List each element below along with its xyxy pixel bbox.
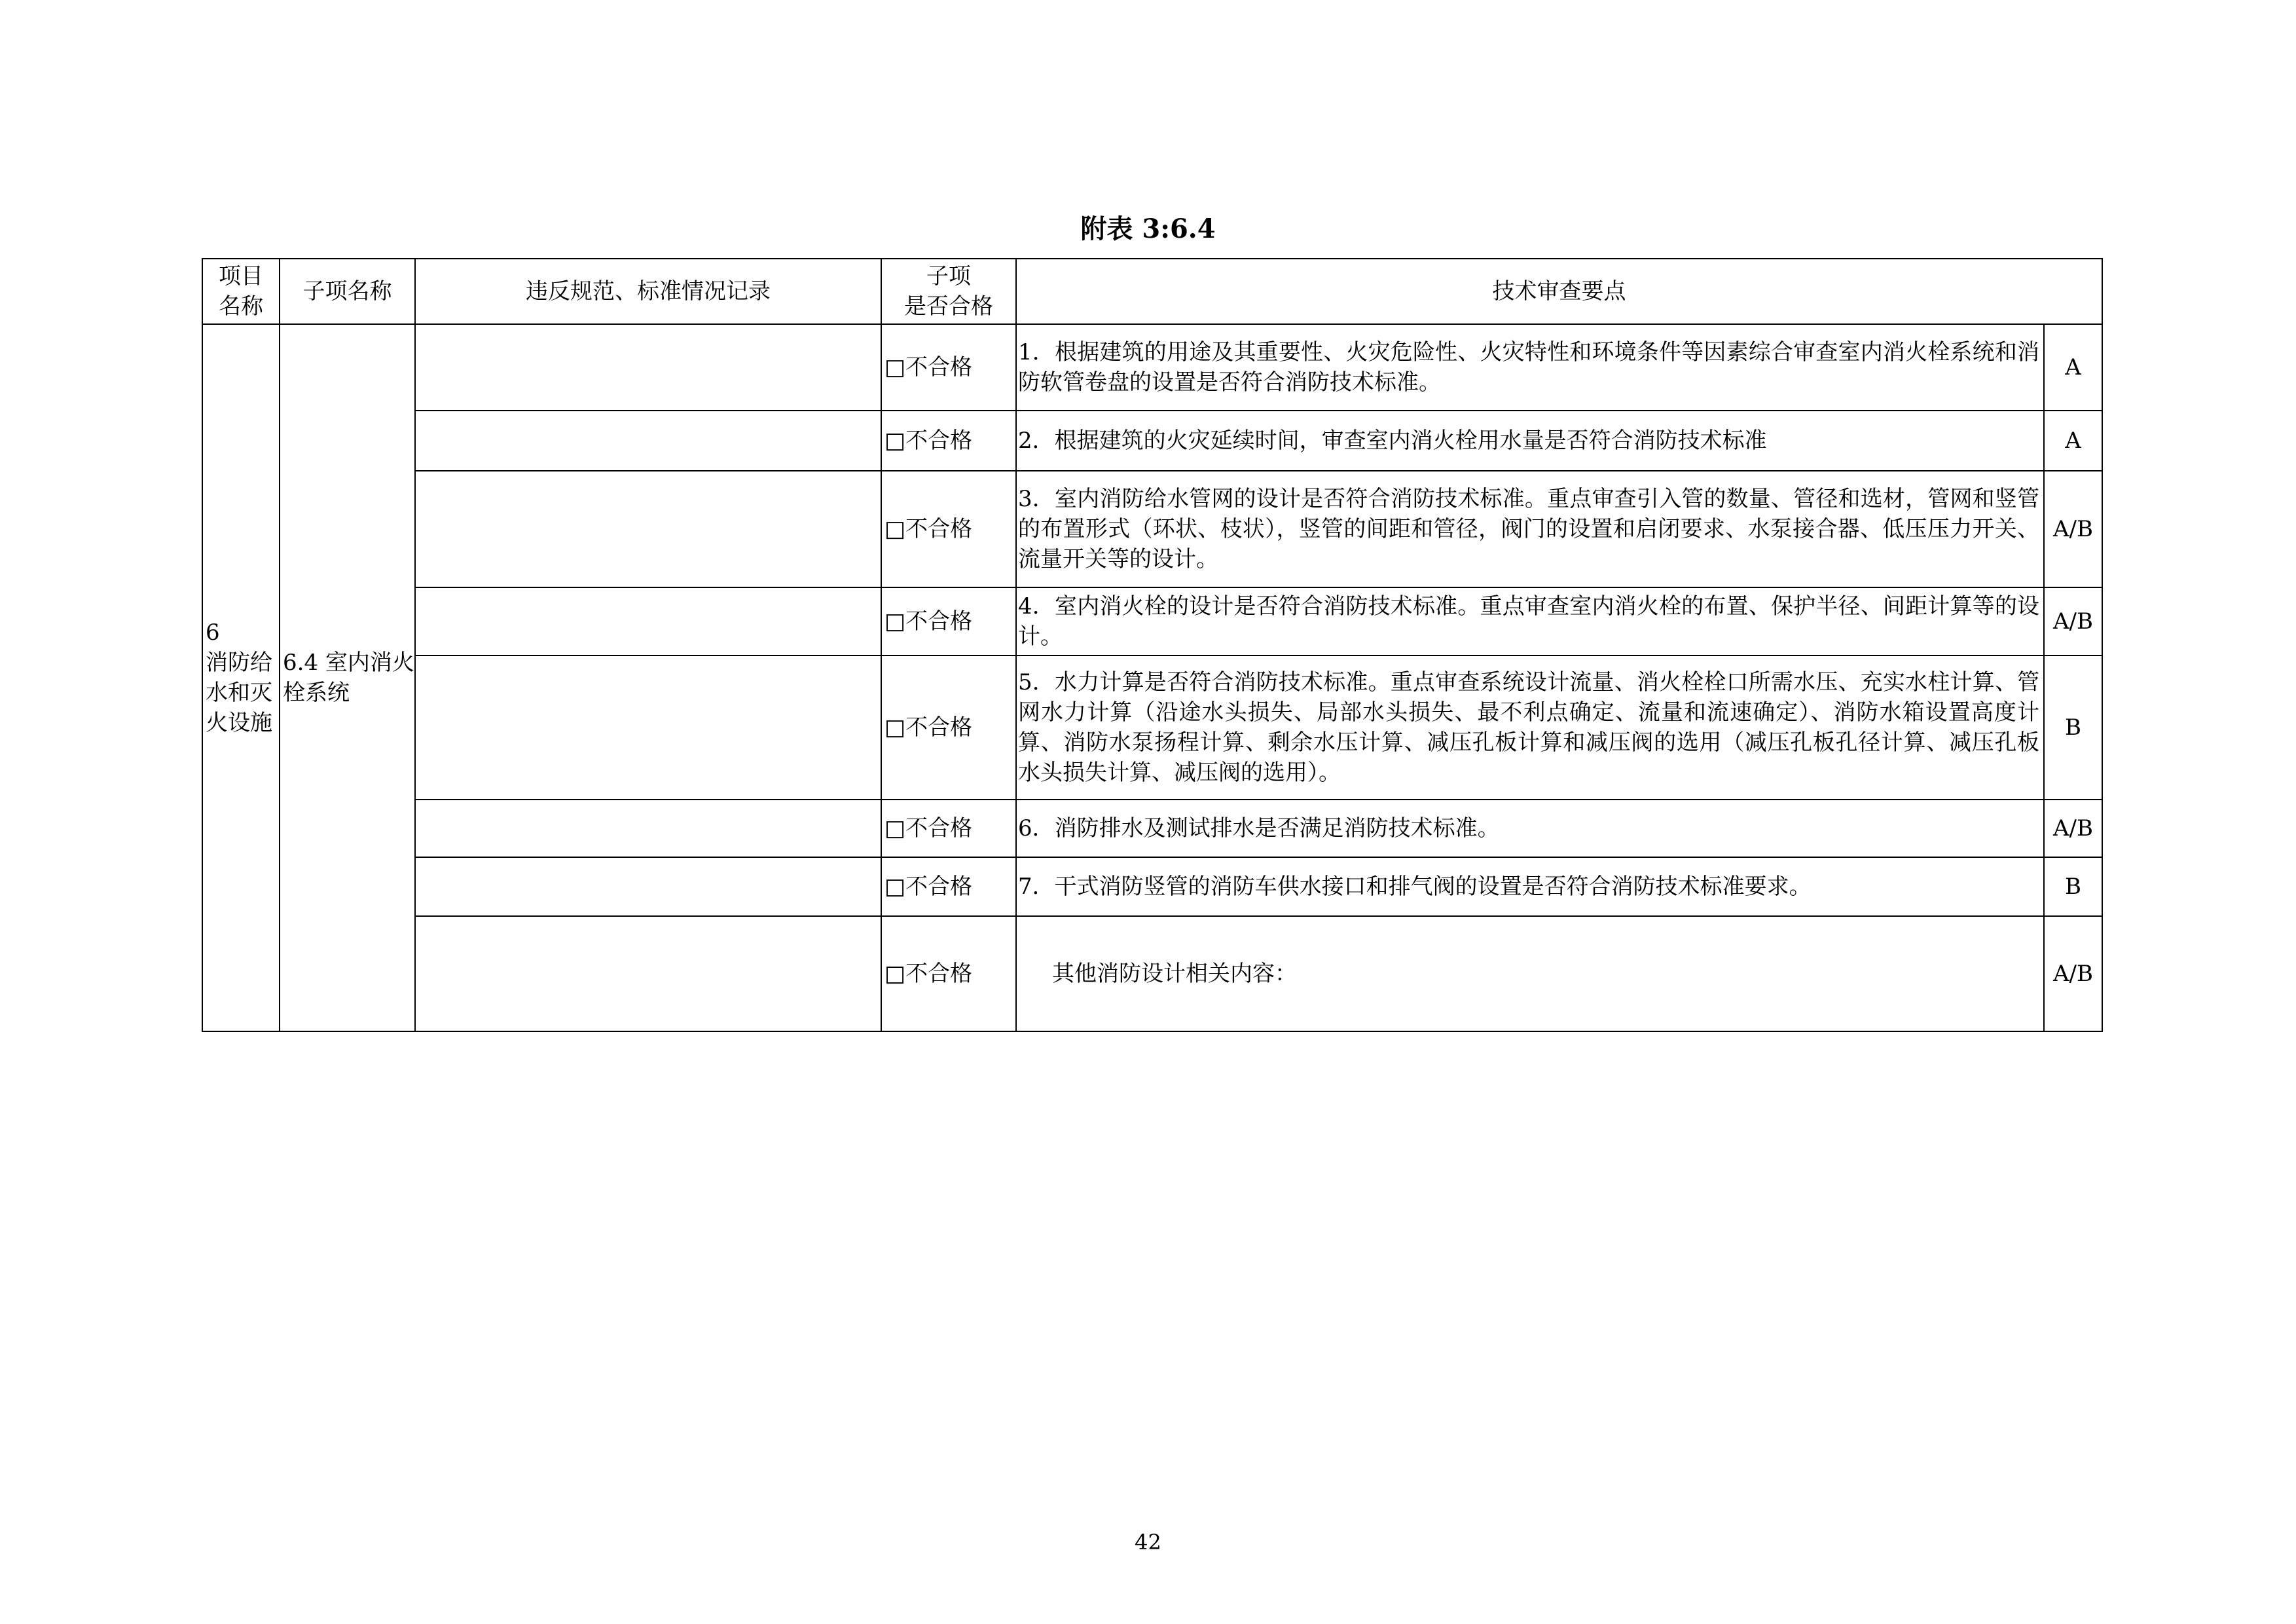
point-text: 室内消火栓的设计是否符合消防技术标准。重点审查室内消火栓的布置、保护半径、间距计算等的设计。	[1018, 593, 2040, 650]
violation-record-cell[interactable]	[415, 411, 881, 471]
table-row	[202, 324, 2102, 411]
grade-cell: A	[2044, 411, 2102, 471]
violation-record-cell[interactable]	[415, 655, 881, 800]
point-number: 5．	[1018, 669, 1055, 695]
header-subitem-name: 子项名称	[280, 259, 415, 324]
point-number: 4．	[1018, 593, 1055, 619]
tech-point	[1016, 857, 2044, 916]
page-number: 42	[1135, 1530, 1161, 1555]
project-cell: 6 消防给 水和灭 火设施	[202, 324, 280, 1031]
table-row	[202, 857, 2102, 916]
point-text: 根据建筑的用途及其重要性、火灾危险性、火灾特性和环境条件等因素综合审查室内消火栓系统和消防软管卷盘的设置是否符合消防技术标准。	[1018, 339, 2040, 396]
status-label: □不合格	[884, 874, 973, 900]
fail-checkbox[interactable]	[881, 324, 1016, 411]
fail-checkbox[interactable]	[881, 655, 1016, 800]
grade-cell: A	[2044, 324, 2102, 411]
tech-point	[1016, 411, 2044, 471]
violation-record-cell[interactable]	[415, 857, 881, 916]
status-label: □不合格	[884, 608, 973, 635]
status-label: □不合格	[884, 961, 973, 987]
grade-cell: B	[2044, 655, 2102, 800]
table-row	[202, 411, 2102, 471]
violation-record-cell[interactable]	[415, 800, 881, 857]
table-row	[202, 471, 2102, 587]
point-text: 干式消防竖管的消防车供水接口和排气阀的设置是否符合消防技术标准要求。	[1054, 874, 1812, 900]
header-subitem-pass: 子项 是否合格	[881, 259, 1016, 324]
grade-cell: A/B	[2044, 471, 2102, 587]
point-number: 6．	[1018, 815, 1055, 841]
tech-point	[1016, 587, 2044, 655]
fail-checkbox[interactable]	[881, 471, 1016, 587]
grade-cell: A/B	[2044, 587, 2102, 655]
status-label: □不合格	[884, 714, 973, 741]
fail-checkbox[interactable]	[881, 857, 1016, 916]
table-row	[202, 800, 2102, 857]
violation-record-cell[interactable]	[415, 916, 881, 1031]
fail-checkbox[interactable]	[881, 587, 1016, 655]
status-label: □不合格	[884, 815, 973, 841]
table-row	[202, 655, 2102, 800]
point-text: 消防排水及测试排水是否满足消防技术标准。	[1054, 815, 1500, 841]
table-row	[202, 916, 2102, 1031]
violation-record-cell[interactable]	[415, 587, 881, 655]
point-text: 水力计算是否符合消防技术标准。重点审查系统设计流量、消火栓栓口所需水压、充实水柱计算、管网水力计算（沿途水头损失、局部水头损失、最不利点确定、流量和流速确定）、消防水箱设置高度计算、消防水泵扬程计算、剩余水压计算、减压孔板计算和减压阀的选用（减压孔板孔径计算、减压孔板水头损失计算、减压阀的选用）。	[1018, 669, 2040, 786]
header-project-name: 项目 名称	[202, 259, 280, 324]
page-title: 附表 3:6.4	[1080, 213, 1216, 244]
grade-cell: A/B	[2044, 800, 2102, 857]
tech-point	[1016, 324, 2044, 411]
header-row	[202, 259, 2102, 324]
point-number: 1．	[1018, 339, 1055, 365]
grade-cell: B	[2044, 857, 2102, 916]
point-text: 其他消防设计相关内容：	[1052, 961, 1297, 987]
grade-cell: A/B	[2044, 916, 2102, 1031]
review-table	[202, 258, 2103, 1032]
fail-checkbox[interactable]	[881, 411, 1016, 471]
point-number: 3．	[1018, 486, 1055, 512]
point-text: 室内消防给水管网的设计是否符合消防技术标准。重点审查引入管的数量、管径和选材，管网和竖管的布置形式（环状、枝状），竖管的间距和管径，阀门的设置和启闭要求、水泵接合器、低压压力开关、流量开关等的设计。	[1018, 486, 2040, 572]
fail-checkbox[interactable]	[881, 800, 1016, 857]
tech-point	[1016, 800, 2044, 857]
point-number: 2．	[1018, 428, 1055, 454]
tech-point	[1016, 655, 2044, 800]
table-row	[202, 587, 2102, 655]
header-tech-points: 技术审查要点	[1016, 259, 2102, 324]
status-label: □不合格	[884, 354, 973, 380]
violation-record-cell[interactable]	[415, 324, 881, 411]
point-number: 7．	[1018, 874, 1055, 900]
status-label: □不合格	[884, 428, 973, 454]
header-violation-record: 违反规范、标准情况记录	[415, 259, 881, 324]
violation-record-cell[interactable]	[415, 471, 881, 587]
point-text: 根据建筑的火灾延续时间，审查室内消火栓用水量是否符合消防技术标准	[1054, 428, 1767, 454]
tech-point	[1016, 471, 2044, 587]
tech-point	[1016, 916, 2044, 1031]
fail-checkbox[interactable]	[881, 916, 1016, 1031]
status-label: □不合格	[884, 516, 973, 542]
subitem-cell: 6.4 室内消火 栓系统	[280, 324, 415, 1031]
